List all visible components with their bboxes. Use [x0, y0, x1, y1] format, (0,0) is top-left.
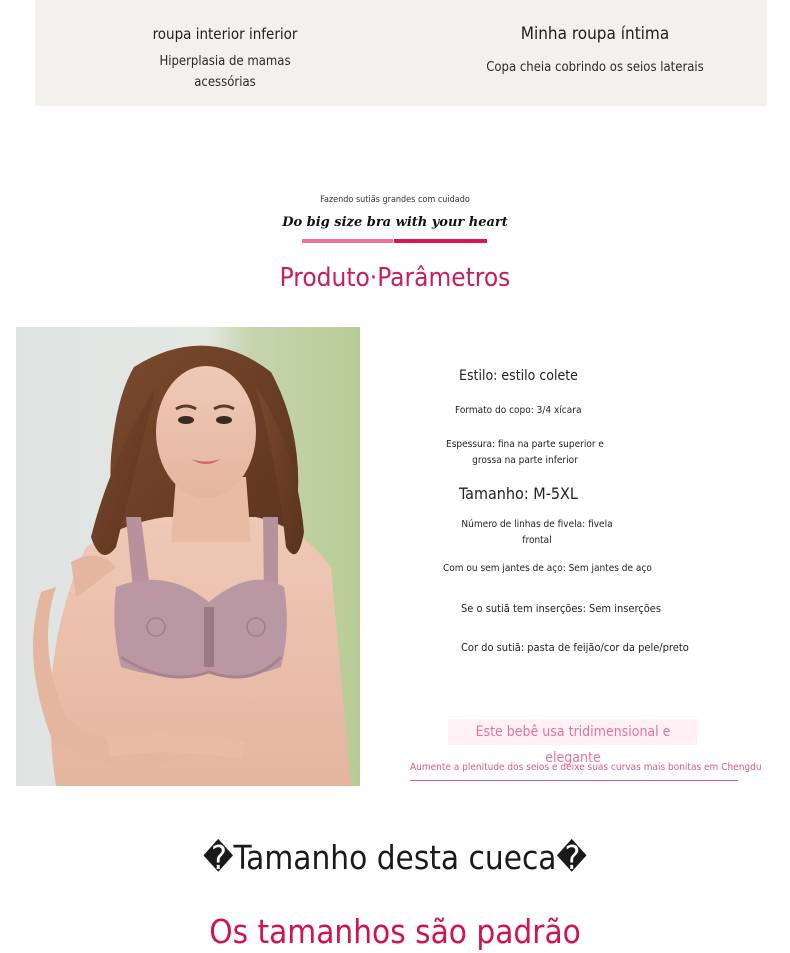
comparison-left-caption-line2: acessórias — [194, 75, 256, 90]
size-section-title: �Tamanho desta cueca� — [203, 838, 587, 877]
comparison-left-caption — [110, 51, 340, 93]
spec-style: Estilo: estilo colete — [459, 368, 578, 384]
comparison-right-caption: Copa cheia cobrindo os seios laterais — [486, 60, 704, 75]
comparison-left — [110, 20, 340, 93]
size-section-subtitle: Os tamanhos são padrão — [209, 912, 581, 951]
spec-buckle-line2: frontal — [522, 535, 552, 546]
promo-underline — [410, 780, 738, 781]
comparison-left-heading: roupa interior inferior — [152, 25, 298, 43]
section-title: Produto·Parâmetros — [279, 263, 511, 293]
promo-headline: Este bebê usa tridimensional e elegante — [448, 719, 698, 745]
tagline-underline-red — [394, 239, 487, 243]
spec-steel-ring: Com ou sem jantes de aço: Sem jantes de aço — [443, 563, 652, 574]
spec-size: Tamanho: M-5XL — [459, 484, 578, 503]
spec-thickness — [435, 437, 615, 469]
comparison-left-caption-line1: Hiperplasia de mamas — [159, 54, 291, 69]
spec-thickness-line1: Espessura: fina na parte superior e — [446, 439, 604, 450]
product-photo — [16, 327, 360, 786]
spec-buckle — [455, 517, 619, 549]
promo-caption: Aumente a plenitude dos seios e deixe suas curvas mais bonitas em Chengdu — [410, 762, 762, 773]
spec-buckle-line1: Número de linhas de fivela: fivela — [461, 519, 613, 530]
spec-color: Cor do sutiã: pasta de feijão/cor da pele/preto — [461, 641, 689, 654]
tagline-english: Do big size bra with your heart — [282, 215, 508, 230]
tagline-underline-pink — [302, 239, 393, 243]
tagline-portuguese: Fazendo sutiãs grandes com cuidado — [320, 195, 470, 205]
spec-cup-shape: Formato do copo: 3/4 xícara — [455, 405, 582, 416]
comparison-banner — [35, 0, 767, 106]
spec-inserts: Se o sutiã tem inserções: Sem inserções — [461, 602, 662, 615]
comparison-right — [475, 20, 715, 78]
spec-thickness-line2: grossa na parte inferior — [472, 455, 578, 466]
comparison-right-heading: Minha roupa íntima — [520, 24, 670, 44]
